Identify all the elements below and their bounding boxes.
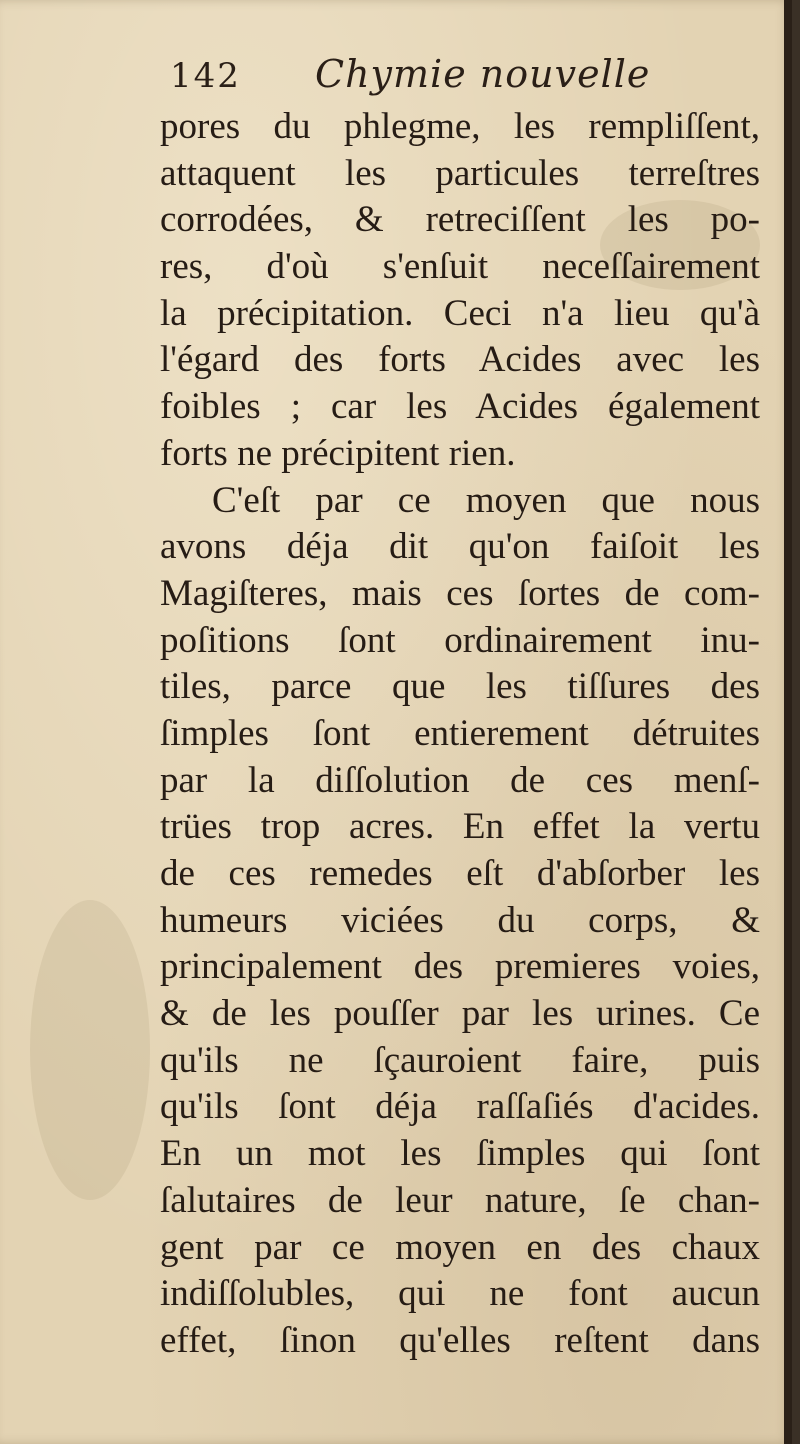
page-header [170,48,770,98]
text-line: poſitions ſont ordinairement inu- [160,619,760,661]
text-line: forts ne précipitent rien. [160,432,516,474]
text-line: la précipitation. Ceci n'a lieu qu'à [160,292,760,334]
text-line: qu'ils ne ſçauroient faire, puis [160,1039,760,1081]
text-line: gent par ce moyen en des chaux [160,1226,760,1268]
text-line: attaquent les particules terreſtres [160,152,760,194]
text-line: ſalutaires de leur nature, ſe chan- [160,1179,760,1221]
text-line: humeurs viciées du corps, & [160,899,760,941]
paper-stain [30,900,150,1200]
text-line: foibles ; car les Acides également [160,386,760,428]
text-line: ſimples ſont entierement détruites [160,712,760,754]
text-line: & de les pouſſer par les urines. Ce [160,993,760,1035]
text-line: qu'ils ſont déja raſſaſiés d'acides. [160,1086,760,1128]
text-line: de ces remedes eſt d'abſorber les [160,853,760,894]
text-line: pores du phlegme, les rempliſſent, [160,106,760,147]
text-line: indiſſolubles, qui ne font aucun [160,1273,760,1315]
text-line: avons déja dit qu'on faiſoit les [160,526,760,568]
text-line: tiles, parce que les tiſſures des [160,666,760,708]
text-line: corrodées, & retreciſſent les po- [160,199,760,241]
text-line: En un mot les ſimples qui ſont [160,1133,760,1175]
text-line: effet, ſinon qu'elles reſtent dans [160,1319,760,1361]
body-text [160,104,760,1365]
text-line: res, d'où s'enſuit neceſſairement [160,246,760,288]
text-line: Magiſteres, mais ces ſortes de com- [160,572,760,614]
running-title: Chymie nouvelle [315,52,651,96]
text-line: trües trop acres. En effet la vertu [160,806,760,848]
text-line: principalement des premieres voies, [160,946,760,988]
text-line: par la diſſolution de ces menſ- [160,759,760,801]
text-line: C'eſt par ce moyen que nous [212,479,760,521]
page-edge [784,0,792,1444]
text-line: l'égard des forts Acides avec les [160,339,760,381]
page-number: 142 [170,56,241,96]
